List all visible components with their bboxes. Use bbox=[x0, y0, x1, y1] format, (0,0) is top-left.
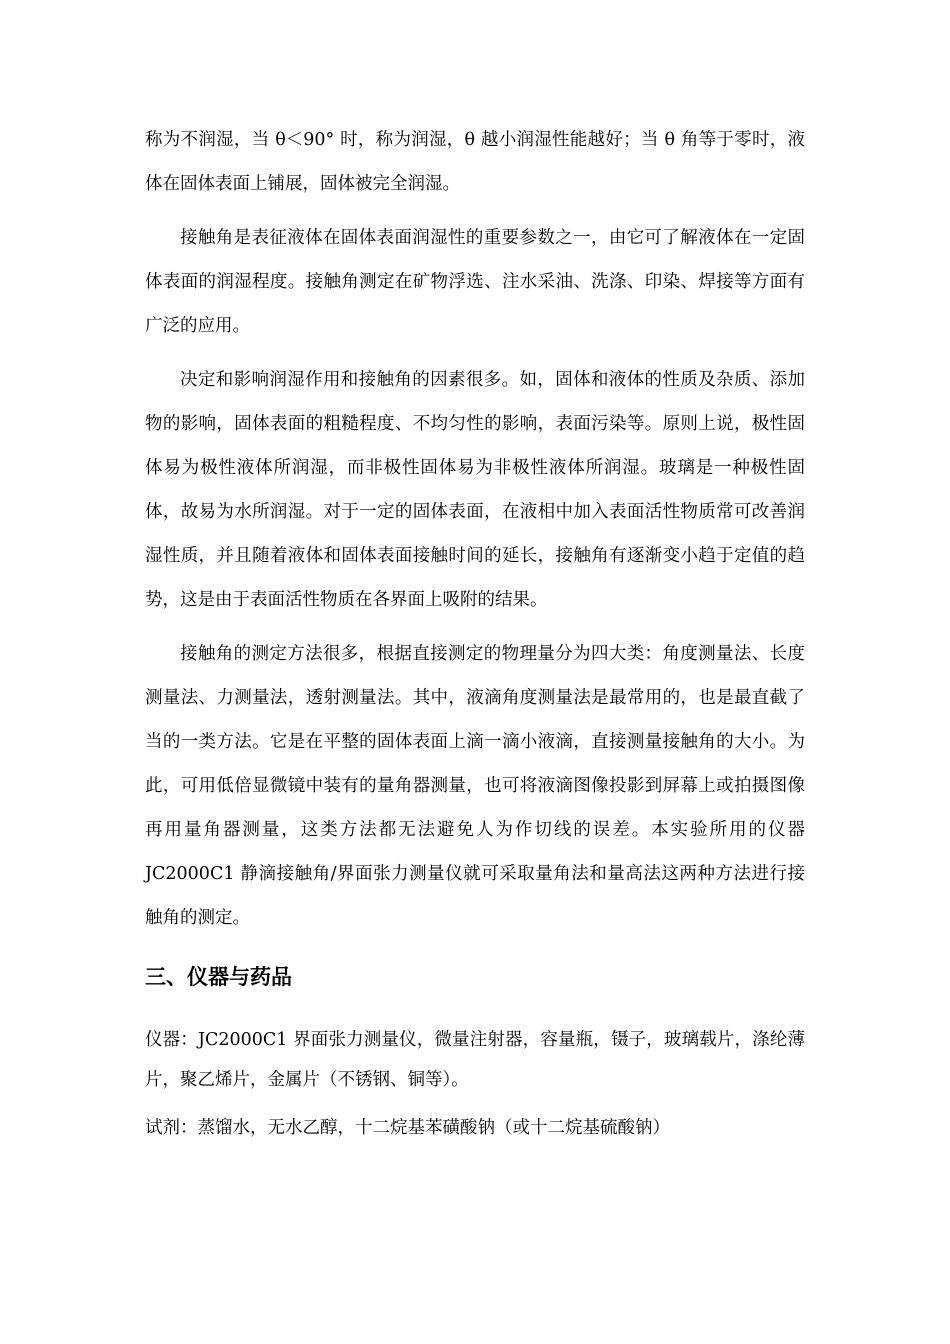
paragraph-wetting-definition: 称为不润湿，当 θ＜90° 时，称为润湿，θ 越小润湿性能越好；当 θ 角等于零时，液体在固体表面上铺展，固体被完全润湿。 bbox=[145, 130, 805, 194]
document-body bbox=[145, 118, 805, 1156]
paragraph-instruments: 仪器：JC2000C1 界面张力测量仪，微量注射器，容量瓶，镊子，玻璃载片，涤纶薄片，聚乙烯片，金属片（不锈钢、铜等）。 bbox=[145, 1030, 805, 1090]
paragraph-reagents: 试剂：蒸馏水，无水乙醇，十二烷基苯磺酸钠（或十二烷基硫酸钠） bbox=[145, 1118, 670, 1138]
section-heading-instruments: 三、仪器与药品 bbox=[145, 965, 292, 989]
paragraph-influencing-factors: 决定和影响润湿作用和接触角的因素很多。如，固体和液体的性质及杂质、添加物的影响，固体表面的粗糙程度、不均匀性的影响，表面污染等。原则上说，极性固体易为极性液体所润湿，而非极性固体易为非极性液体所润湿。玻璃是一种极性固体，故易为水所润湿。对于一定的固体表面，在液相中加入表面活性物质常可改善润湿性质，并且随着液体和固体表面接触时间的延长，接触角有逐渐变小趋于定值的趋势，这是由于表面活性物质在各界面上吸附的结果。 bbox=[145, 370, 805, 610]
paragraph-measurement-methods: 接触角的测定方法很多，根据直接测定的物理量分为四大类：角度测量法、长度测量法、力测量法，透射测量法。其中，液滴角度测量法是最常用的，也是最直截了当的一类方法。它是在平整的固体表面上滴一滴小液滴，直接测量接触角的大小。为此，可用低倍显微镜中装有的量角器测量，也可将液滴图像投影到屏幕上或拍摄图像再用量角器测量，这类方法都无法避免人为作切线的误差。本实验所用的仪器 JC2000C1 静滴接触角/界面张力测量仪就可采取量角法和量高法这两种方法进行接触角的测定。 bbox=[145, 644, 805, 928]
paragraph-contact-angle-importance: 接触角是表征液体在固体表面润湿性的重要参数之一，由它可了解液体在一定固体表面的润湿程度。接触角测定在矿物浮选、注水采油、洗涤、印染、焊接等方面有广泛的应用。 bbox=[145, 228, 805, 336]
